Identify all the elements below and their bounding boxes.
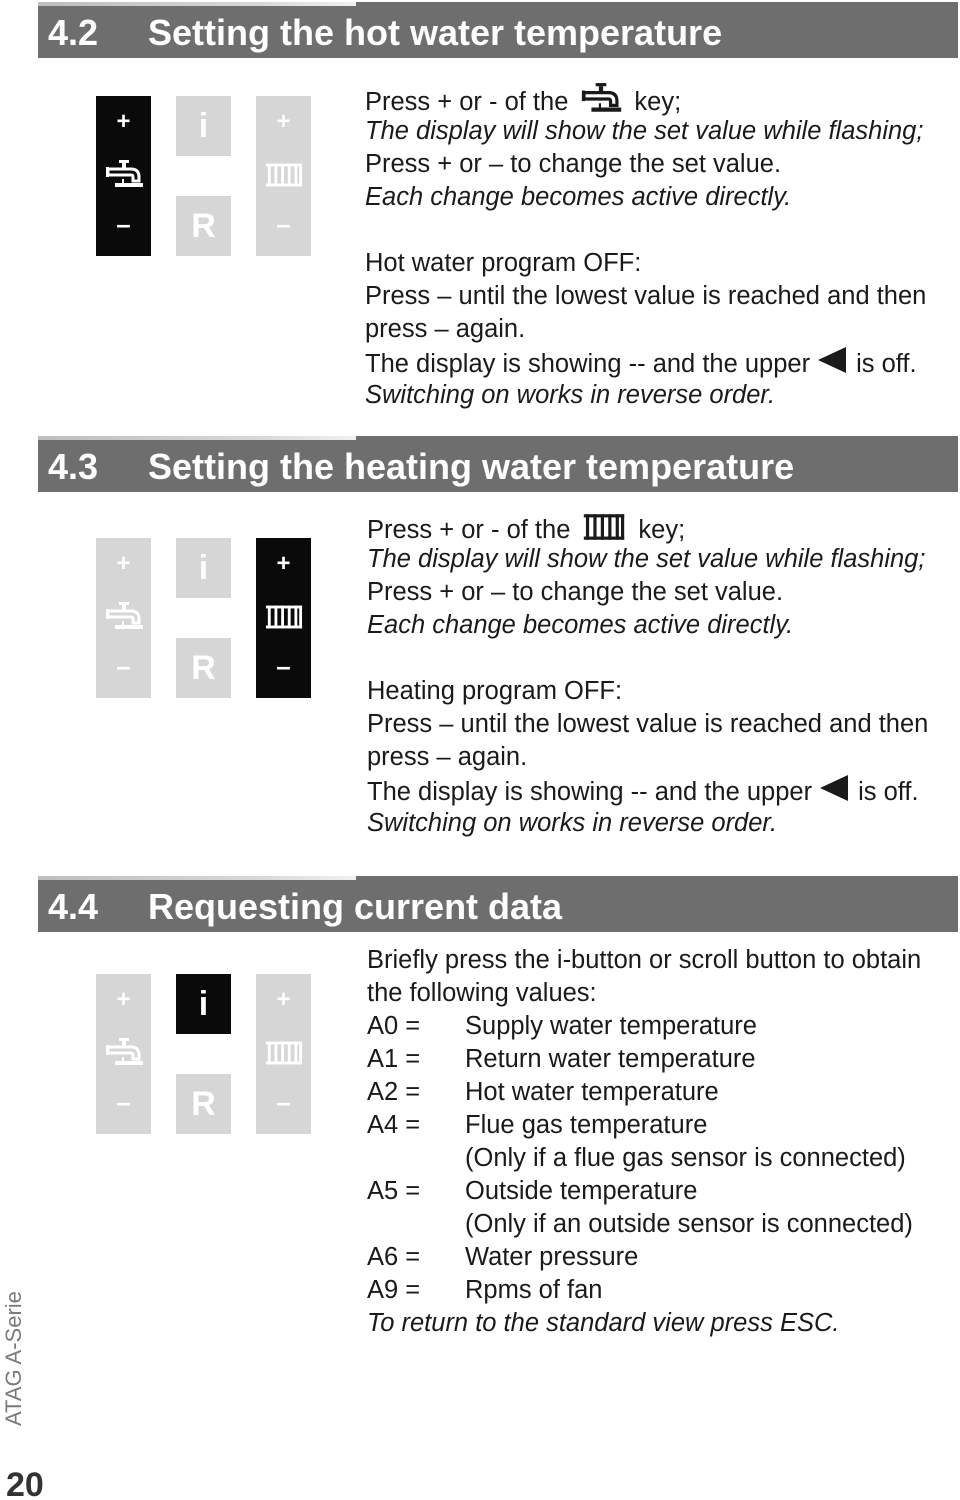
page-number: 20 xyxy=(6,1466,44,1500)
header-highlight xyxy=(38,876,356,880)
section-title: Setting the heating water temperature xyxy=(148,446,795,487)
text-line: The display will show the set value while flashing; xyxy=(365,117,924,145)
value-row xyxy=(367,1175,960,1208)
header-highlight xyxy=(38,2,356,6)
section-header-4-4 xyxy=(38,876,958,932)
section-4-2-text xyxy=(365,82,960,412)
text-line: the following values: xyxy=(367,979,597,1007)
info-key[interactable] xyxy=(176,96,231,156)
value-code: A9 = xyxy=(367,1276,421,1304)
value-row xyxy=(367,1076,960,1109)
value-row xyxy=(367,1109,960,1142)
text-line: To return to the standard view press ESC. xyxy=(367,1309,840,1337)
text-line: Heating program OFF: xyxy=(367,677,623,705)
radiator-icon xyxy=(265,159,303,191)
minus-label: – xyxy=(116,651,131,681)
minus-label: – xyxy=(116,209,131,239)
text-line: Press + or – to change the set value. xyxy=(367,578,784,606)
value-description: Rpms of fan xyxy=(465,1276,603,1304)
tap-icon xyxy=(105,1037,143,1069)
reset-key[interactable] xyxy=(176,638,231,698)
text-segment: The display is showing -- and the upper xyxy=(365,350,811,378)
keypad-hot-water-active xyxy=(96,96,312,256)
section-number: 4.2 xyxy=(48,12,99,53)
value-row xyxy=(367,1010,960,1043)
reset-key[interactable] xyxy=(176,1074,231,1134)
value-row xyxy=(367,1043,960,1076)
text-line: Each change becomes active directly. xyxy=(365,183,792,211)
text-segment: is off. xyxy=(856,350,917,378)
text-line: Press – until the lowest value is reached and then xyxy=(367,710,929,738)
tap-icon xyxy=(105,159,143,191)
section-title: Setting the hot water temperature xyxy=(148,12,723,53)
value-row xyxy=(367,1241,960,1274)
plus-label: + xyxy=(276,986,291,1013)
keypad-info-active xyxy=(96,974,312,1134)
radiator-icon xyxy=(265,601,303,633)
value-description: Outside temperature xyxy=(465,1177,698,1205)
text-line xyxy=(365,346,960,379)
text-segment: is off. xyxy=(858,778,919,806)
heating-key[interactable] xyxy=(256,96,311,256)
section-4-4-text xyxy=(367,944,960,1340)
reset-label: R xyxy=(191,207,216,245)
triangle-left-icon xyxy=(818,774,850,802)
value-row xyxy=(367,1274,960,1307)
tap-icon xyxy=(576,82,626,116)
value-description: Flue gas temperature xyxy=(465,1111,708,1139)
header-highlight xyxy=(38,436,356,440)
value-code: A0 = xyxy=(367,1012,421,1040)
text-line: Press – until the lowest value is reached and then xyxy=(365,282,927,310)
series-label: ATAG A-Serie xyxy=(1,1291,26,1426)
tap-icon xyxy=(105,601,143,633)
value-description: Return water temperature xyxy=(465,1045,756,1073)
text-segment: Press + or - of the xyxy=(367,516,571,544)
minus-label: – xyxy=(276,209,291,239)
info-key[interactable] xyxy=(176,538,231,598)
section-header-4-2 xyxy=(38,2,958,58)
section-title: Requesting current data xyxy=(148,886,563,927)
keypad-heating-active xyxy=(96,538,312,698)
value-code: A5 = xyxy=(367,1177,421,1205)
text-segment: key; xyxy=(634,88,682,116)
plus-label: + xyxy=(276,108,291,135)
plus-label: + xyxy=(116,550,131,577)
text-line: press – again. xyxy=(365,315,526,343)
value-row xyxy=(367,1208,960,1241)
text-line xyxy=(365,82,960,115)
minus-label: – xyxy=(116,1087,131,1117)
info-label: i xyxy=(198,549,209,587)
heating-key[interactable] xyxy=(256,974,311,1134)
hot-water-key[interactable] xyxy=(96,538,151,698)
plus-label: + xyxy=(276,550,291,577)
text-line: Hot water program OFF: xyxy=(365,249,642,277)
value-code: A1 = xyxy=(367,1045,421,1073)
text-segment: key; xyxy=(638,516,686,544)
heating-key[interactable] xyxy=(256,538,311,698)
value-description: Supply water temperature xyxy=(465,1012,757,1040)
minus-label: – xyxy=(276,651,291,681)
value-row xyxy=(367,1142,960,1175)
value-description: Hot water temperature xyxy=(465,1078,719,1106)
text-line: press – again. xyxy=(367,743,528,771)
text-line xyxy=(367,774,960,807)
text-line: Briefly press the i-button or scroll button to obtain xyxy=(367,946,922,974)
text-line xyxy=(367,510,960,543)
text-line: The display will show the set value while flashing; xyxy=(367,545,926,573)
value-code: A2 = xyxy=(367,1078,421,1106)
text-line: Each change becomes active directly. xyxy=(367,611,794,639)
text-segment: The display is showing -- and the upper xyxy=(367,778,813,806)
hot-water-key[interactable] xyxy=(96,96,151,256)
value-description: (Only if a flue gas sensor is connected) xyxy=(465,1144,906,1172)
value-description: Water pressure xyxy=(465,1243,639,1271)
reset-label: R xyxy=(191,1085,216,1123)
info-label: i xyxy=(198,107,209,145)
text-line: Press + or – to change the set value. xyxy=(365,150,782,178)
info-label: i xyxy=(198,985,209,1023)
reset-label: R xyxy=(191,649,216,687)
text-line: Switching on works in reverse order. xyxy=(367,809,778,837)
radiator-icon xyxy=(578,510,630,544)
minus-label: – xyxy=(276,1087,291,1117)
value-code: A6 = xyxy=(367,1243,421,1271)
value-code: A4 = xyxy=(367,1111,421,1139)
section-header-4-3 xyxy=(38,436,958,492)
value-description: (Only if an outside sensor is connected) xyxy=(465,1210,913,1238)
triangle-left-icon xyxy=(816,346,848,374)
hot-water-key[interactable] xyxy=(96,974,151,1134)
section-number: 4.4 xyxy=(48,886,99,927)
info-key[interactable] xyxy=(176,974,231,1034)
reset-key[interactable] xyxy=(176,196,231,256)
text-segment: Press + or - of the xyxy=(365,88,569,116)
section-4-3-text xyxy=(367,510,960,840)
section-number: 4.3 xyxy=(48,446,99,487)
text-line: Switching on works in reverse order. xyxy=(365,381,776,409)
plus-label: + xyxy=(116,986,131,1013)
radiator-icon xyxy=(265,1037,303,1069)
plus-label: + xyxy=(116,108,131,135)
